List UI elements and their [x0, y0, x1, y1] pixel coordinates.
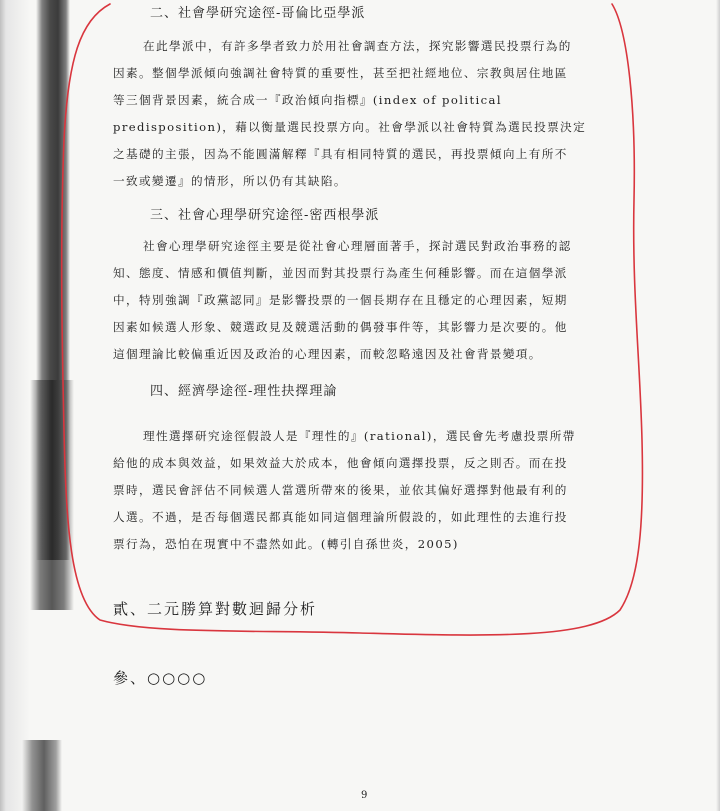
text-line: 知、態度、情感和價值判斷，並因而對其投票行為產生何種影響。而在這個學派 [113, 266, 568, 280]
heading-michigan-school: 三、社會心理學研究途徑-密西根學派 [150, 208, 380, 223]
text-line: 因素如候選人形象、競選政見及競選活動的偶發事件等，其影響力是次要的。他 [113, 320, 568, 334]
binding-dark-strip-lower [30, 380, 74, 610]
text-line: 社會心理學研究途徑主要是從社會心理層面著手，探討選民對政治事務的認 [143, 239, 572, 253]
text-line: predisposition)，藉以衡量選民投票方向。社會學派以社會特質為選民投票決定 [113, 120, 587, 134]
text-line: 中，特別強調『政黨認同』是影響投票的一個長期存在且穩定的心理因素，短期 [113, 293, 568, 307]
paragraph-michigan-school [113, 233, 572, 368]
heading-columbia-school: 二、社會學研究途徑-哥倫比亞學派 [150, 6, 366, 21]
page-number: 9 [361, 790, 368, 801]
section-title-binary-logit: 貳、二元勝算對數迴歸分析 [113, 600, 318, 618]
text-line: 票行為，恐怕在現實中不盡然如此。(轉引自孫世炎，2005) [113, 537, 459, 551]
text-line: 因素。整個學派傾向強調社會特質的重要性，甚至把社經地位、宗教與居住地區 [113, 66, 568, 80]
text-line: 這個理論比較偏重近因及政治的心理因素，而較忽略遠因及社會背景變項。 [113, 347, 542, 361]
text-line: 給他的成本與效益，如果效益大於成本，他會傾向選擇投票，反之則否。而在投 [113, 456, 568, 470]
text-line: 之基礎的主張，因為不能圓滿解釋『具有相同特質的選民，再投票傾向上有所不 [113, 147, 568, 161]
text-line: 等三個背景因素，統合成一『政治傾向指標』(index of political [113, 93, 502, 107]
paragraph-rational-choice [113, 423, 576, 558]
binding-smudge [22, 740, 62, 811]
text-line: 一致或變遷』的情形，所以仍有其缺陷。 [113, 174, 347, 188]
text-line: 在此學派中，有許多學者致力於用社會調查方法，探究影響選民投票行為的 [143, 39, 572, 53]
heading-rational-choice: 四、經濟學途徑-理性抉擇理論 [150, 384, 338, 399]
text-line: 票時，選民會評估不同候選人當選所帶來的後果，並依其偏好選擇對他最有利的 [113, 483, 568, 497]
paragraph-columbia-school [113, 33, 586, 195]
page-edge-shadow [716, 0, 720, 811]
text-line: 理性選擇研究途徑假設人是『理性的』(rational)，選民會先考慮投票所帶 [143, 429, 576, 443]
section-title-placeholder: 參、○○○○ [113, 669, 208, 687]
text-line: 人選。不過，是否每個選民都真能如同這個理論所假設的，如此理性的去進行投 [113, 510, 568, 524]
